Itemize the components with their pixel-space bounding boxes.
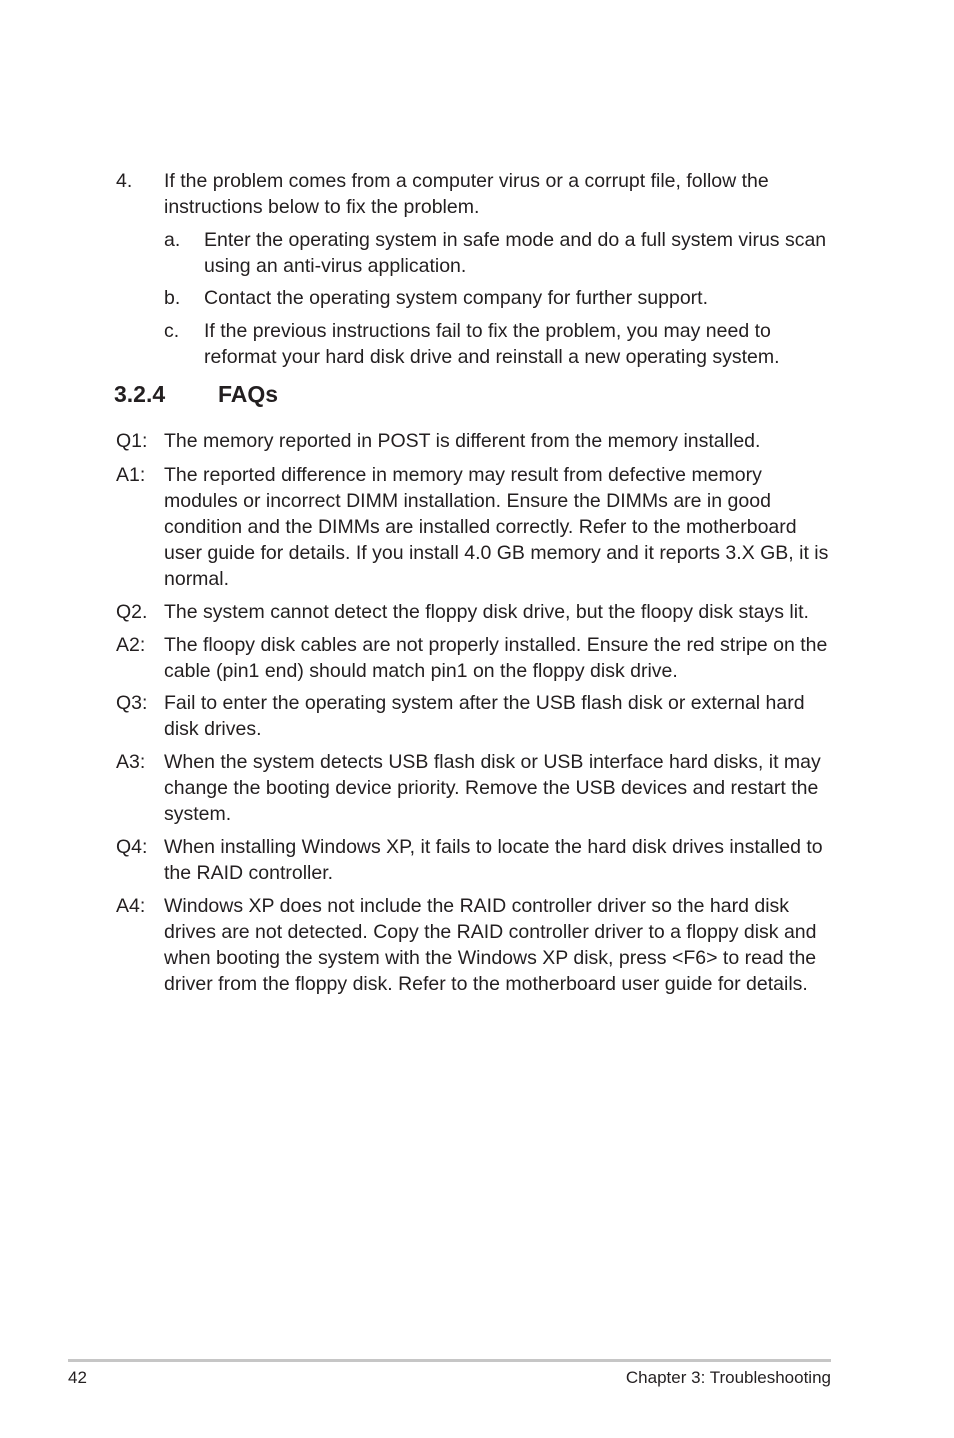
faq-line: normal. [164, 568, 230, 590]
faq-line: change the booting device priority. Remove the USB devices and restart the [164, 777, 819, 799]
page-number: 42 [68, 1368, 87, 1387]
substep-b [164, 285, 709, 311]
faq-a1 [116, 462, 829, 592]
substep-label: b. [164, 287, 181, 309]
faq-q4 [116, 834, 823, 886]
step-label: 4. [116, 170, 133, 192]
substep-label: a. [164, 229, 181, 251]
substep-label: c. [164, 320, 180, 342]
faq-line: condition and the DIMMs are installed correctly. Refer to the motherboard [164, 516, 797, 538]
faq-line: cable (pin1 end) should match pin1 on the floppy disk drive. [164, 660, 678, 682]
section-number: 3.2.4 [114, 381, 166, 407]
faq-q3 [116, 690, 805, 742]
faq-q1 [116, 428, 761, 454]
faq-label: Q4: [116, 836, 148, 858]
substep-line: reformat your hard disk drive and reinstall a new operating system. [204, 346, 780, 368]
substep-a [164, 227, 827, 279]
faq-line: when booting the system with the Windows XP disk, press <F6> to read the [164, 947, 817, 969]
faq-a4 [116, 893, 817, 997]
faq-line: The system cannot detect the floppy disk drive, but the floopy disk stays lit. [164, 601, 809, 623]
substep-line: If the previous instructions fail to fix the problem, you may need to [204, 320, 771, 342]
faq-line: The memory reported in POST is different from the memory installed. [164, 430, 761, 452]
faq-a3 [116, 749, 821, 827]
faq-line: Windows XP does not include the RAID controller driver so the hard disk [164, 895, 790, 917]
faq-line: When installing Windows XP, it fails to locate the hard disk drives installed to [164, 836, 823, 858]
footer-divider [68, 1359, 831, 1362]
substep-c [164, 318, 780, 370]
faq-label: A1: [116, 464, 146, 486]
faq-line: driver from the floppy disk. Refer to the motherboard user guide for details. [164, 973, 808, 995]
faq-label: Q2. [116, 601, 148, 623]
faq-line: system. [164, 803, 232, 825]
chapter-title: Chapter 3: Troubleshooting [625, 1368, 831, 1387]
faq-line: user guide for details. If you install 4.0 GB memory and it reports 3.X GB, it is [164, 542, 829, 564]
faq-line: the RAID controller. [164, 862, 334, 884]
faq-label: A4: [116, 895, 146, 917]
faq-line: When the system detects USB flash disk or USB interface hard disks, it may [164, 751, 821, 773]
substep-line: Enter the operating system in safe mode and do a full system virus scan [204, 229, 827, 251]
faq-line: Fail to enter the operating system after the USB flash disk or external hard [164, 692, 805, 714]
faq-line: disk drives. [164, 718, 262, 740]
section-title: FAQs [218, 381, 279, 407]
faq-line: The floopy disk cables are not properly installed. Ensure the red stripe on the [164, 634, 828, 656]
step-4 [116, 168, 769, 220]
substep-line: using an anti-virus application. [204, 255, 467, 277]
faq-label: A2: [116, 634, 146, 656]
step-line: instructions below to fix the problem. [164, 196, 480, 218]
faq-a2 [116, 632, 828, 684]
faq-line: modules or incorrect DIMM installation. Ensure the DIMMs are in good [164, 490, 771, 512]
faq-label: Q1: [116, 430, 148, 452]
faq-label: A3: [116, 751, 146, 773]
faq-label: Q3: [116, 692, 148, 714]
faq-line: The reported difference in memory may result from defective memory [164, 464, 762, 486]
faq-line: drives are not detected. Copy the RAID controller driver to a floppy disk and [164, 921, 817, 943]
substep-line: Contact the operating system company for further support. [204, 287, 709, 309]
faq-q2 [116, 599, 809, 625]
step-line: If the problem comes from a computer virus or a corrupt file, follow the [164, 170, 769, 192]
